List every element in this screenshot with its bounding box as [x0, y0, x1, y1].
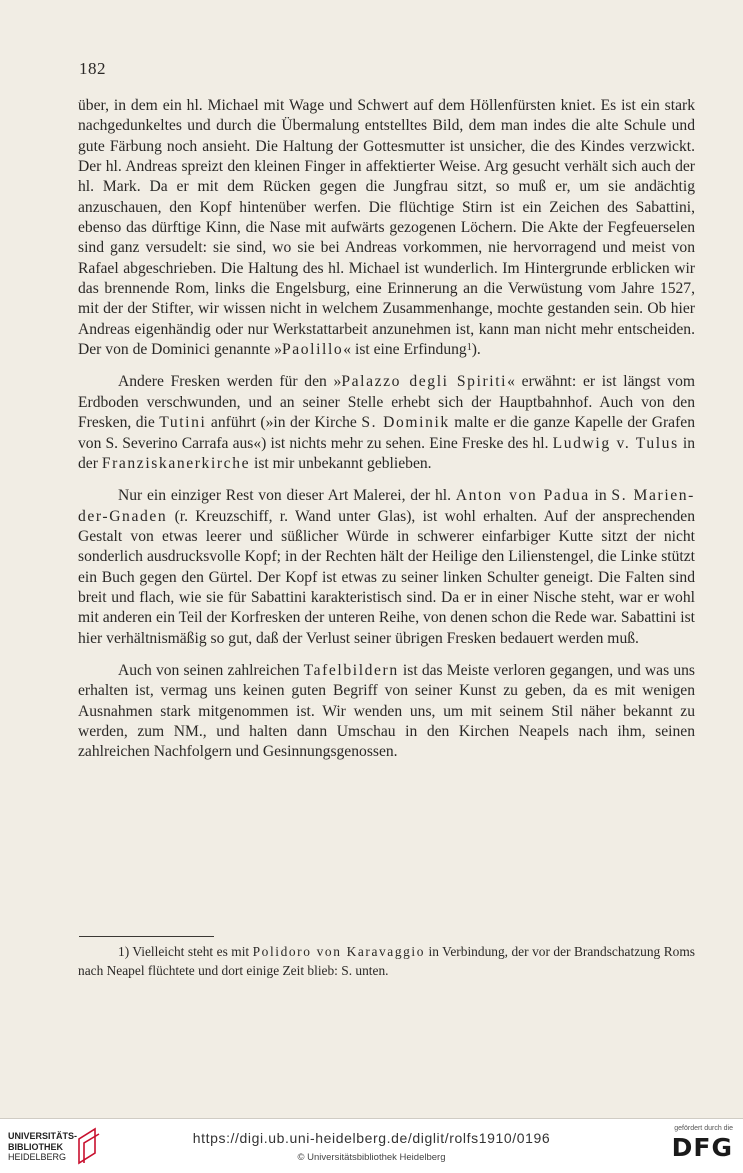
footnote: 1) Vielleicht steht es mit Polidoro von Karavaggio in Verbindung, der vor der Brandschatzung Roms nach Neapel flüchtete und dort einige Zeit blieb: S. unten.	[78, 944, 695, 978]
page-number: 182	[79, 59, 106, 78]
dfg-wordmark: DFG	[671, 1133, 733, 1162]
paragraph-4: Auch von seinen zahlreichen Tafelbildern ist das Meiste verloren gegangen, und was uns erhalten ist, vermag uns keinen guten Begriff von seiner Kunst zu geben, da es mit wenigen Ausnahmen stark mitgenommen ist. Wir wenden uns, um mit seinem Stil näher bekannt zu werden, zum NM., und halten dann Umschau in den Kirchen Neapels nach ihm, seinen zahlreichen Nachfolgern und Gesinnungsgenossen.	[78, 661, 695, 761]
sponsor-note: gefördert durch die	[674, 1125, 733, 1132]
dfg-logo[interactable]	[653, 1125, 733, 1162]
paragraph-2: Andere Fresken werden für den »Palazzo degli Spiriti« erwähnt: er ist längst vom Erdboden verschwunden, und an seiner Stelle erhebt sich der Hauptbahnhof. Auch von den Fresken, die Tutini anführt (»in der Kirche S. Dominik malte er die ganze Kapelle der Grafen von S. Severino Carrafa aus«) ist nichts mehr zu sehen. Eine Freske des hl. Ludwig v. Tulus in der Franziskanerkirche ist mir unbekannt geblieben.	[78, 373, 695, 472]
footnote-divider	[79, 936, 214, 937]
copyright-notice: © Universitätsbibliothek Heidelberg	[297, 1152, 446, 1163]
main-text	[78, 96, 695, 775]
library-logo[interactable]: UNIVERSITÄTS- BIBLIOTHEK HEIDELBERG	[8, 1131, 78, 1162]
paragraph-3: Nur ein einziger Rest von dieser Art Malerei, der hl. Anton von Padua in S. Marien-der-Gnaden (r. Kreuzschiff, r. Wand unter Glas), ist wohl erhalten. Auf der ansprechenden Gestalt von etwas leerer und süßlicher Würde in schwerer einfarbiger Kutte sitzt der nicht sonderlich ausdrucksvolle Kopf; in der Rechten hält der Heilige den Lilienstengel, die Linke stützt ein Buch gegen den Gürtel. Der Kopf ist etwas zu seiner linken Schulter geneigt. Die Falten sind breit und flach, wie sie für Sabattini karakteristisch sind. Da er in einer Nische steht, war er wohl mit anderen ein Teil der Korfresken der unteren Reihe, von denen schon die Rede war. Sabattini ist hier verhältnismäßig so gut, daß der Verlust seiner übrigen Fresken bedauert werden muß.	[78, 487, 695, 647]
paragraph-1: über, in dem ein hl. Michael mit Wage und Schwert auf dem Höllenfürsten kniet. Es ist ein stark nachgedunkeltes und durch die Übermalung entstelltes Bild, dem man indes die alte Schule und gute Färbung noch ansieht. Die Haltung der Gottesmutter ist unsicher, die des Kindes verzwickt. Der hl. Andreas spreizt den kleinen Finger in affektierter Weise. Arg gesucht verhält sich auch der hl. Mark. Da er mit dem Rücken gegen die Jungfrau sitzt, so muß er, um sie andächtig anzuschauen, den Kopf hintenüber werfen. Die flüchtige Stirn ist ein Zeichen des Sabattini, ebenso das dürftige Kinn, die Nase mit aufwärts gezogenen Löchern. Die Akte der Fegfeuerselen sind ganz versudelt: sie sind, wo sie bei Andreas vorkommen, nie hervorragend und meist von Rafael abgeschrieben. Die Haltung des hl. Michael ist wunderlich. Im Hintergrunde erblicken wir das brennende Rom, links die Engelsburg, eine Erinnerung an die Verwüstung vom Jahre 1527, mit der der Stifter, wir wissen nicht in welchem Zusammenhange, mochte gestanden sein. Ob hier Andreas eigenhändig oder nur Werkstattarbeit anzunehmen ist, kann man nicht mehr entscheiden. Der von de Dominici genannte »Paolillo« ist eine Erfindung$^1$).	[78, 97, 695, 359]
permalink-url[interactable]: https://digi.ub.uni-heidelberg.de/diglit/rolfs1910/0196	[192, 1130, 551, 1146]
footnote-ref: 1	[466, 342, 472, 354]
viewer-footer	[0, 1118, 743, 1173]
